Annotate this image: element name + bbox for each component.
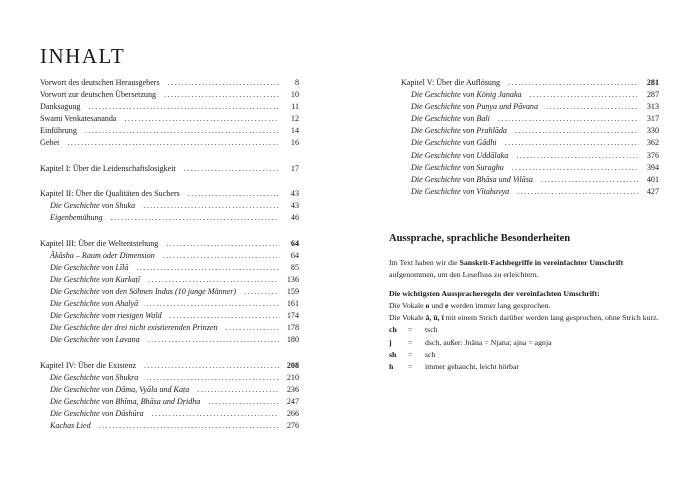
toc-subentry [40, 334, 299, 346]
toc-entry-title: Die Geschichte von Dāma, Vyāla und Kaṭa [50, 384, 190, 394]
toc-entry-title: Die Geschichte von Līlā [50, 262, 129, 272]
toc-subentry [40, 212, 299, 224]
rule-equals: = [408, 349, 413, 359]
dot-leader [188, 188, 279, 200]
toc-page-number: 394 [646, 162, 659, 172]
toc-page-number: 11 [291, 102, 299, 112]
dot-leader [546, 101, 639, 113]
toc-entry-title: Kachas Lied [50, 421, 91, 430]
toc-entry-title: Die Geschichte von Vītahavya [411, 186, 510, 196]
toc-entry [40, 101, 299, 113]
rule-symbol: j [389, 337, 392, 347]
dot-leader [166, 238, 279, 250]
toc-page-number: 17 [290, 163, 299, 173]
toc-entry-title: Kapitel V: Über die Auflösung [401, 78, 501, 87]
rule-symbol: ch [389, 325, 397, 335]
toc-page-number: 161 [286, 298, 299, 308]
vowel-rule-text: Die Vokale [389, 301, 426, 311]
toc-subentry [401, 101, 659, 113]
dot-leader [208, 396, 279, 408]
dot-leader [170, 310, 279, 322]
rule-equals: = [408, 337, 413, 347]
toc-entry-title: Die Geschichte der drei nicht existierenden Prinzen [50, 323, 218, 333]
toc-subentry [401, 162, 659, 174]
dot-leader [88, 101, 279, 113]
toc-page-number: 8 [294, 78, 299, 87]
toc-entry [40, 113, 299, 125]
toc-group [40, 163, 299, 175]
toc-subentry [40, 396, 299, 408]
toc-page-number: 10 [290, 90, 299, 100]
toc-page-number: 236 [286, 384, 299, 394]
dot-leader [148, 334, 279, 346]
toc-subentry [40, 262, 299, 274]
vowel-rule [389, 300, 665, 312]
long-vowel-rule [389, 312, 665, 324]
toc-page-number: 64 [290, 238, 299, 248]
toc-subentry [401, 113, 659, 125]
toc-entry-title: Die Geschichte von Bali [411, 114, 490, 124]
toc-page-number: 287 [646, 90, 659, 100]
toc-entry-title: Kapitel I: Über die Leidenschaftslosigkeit [40, 163, 176, 173]
toc-page-number: 247 [286, 396, 299, 406]
dot-leader [163, 250, 279, 262]
toc-subentry [401, 125, 659, 137]
toc-page-number: 376 [646, 150, 659, 160]
toc-subentry [40, 384, 299, 396]
toc-entry-title: Swami Venkatesananda [40, 114, 117, 124]
pronunciation-rule [389, 337, 665, 349]
pronunciation-body [389, 257, 665, 373]
toc-group [40, 360, 299, 433]
intro-text: Im Text haben wir die [389, 258, 460, 267]
vowel-e: e [445, 301, 449, 311]
long-vowels: ā, ū, ī [425, 313, 444, 323]
toc-page-number: 180 [286, 335, 299, 345]
rule-description: tsch [425, 325, 438, 335]
toc-page-number: 362 [646, 138, 659, 148]
toc-subentry [40, 310, 299, 322]
toc-entry-title: Gebet [40, 138, 60, 148]
toc-subentry [40, 274, 299, 286]
toc-page-number: 313 [646, 102, 659, 112]
toc-right-column [401, 77, 659, 211]
toc-entry [40, 137, 299, 149]
pronunciation-title: Aussprache, sprachliche Besonderheiten [389, 233, 571, 244]
dot-leader [517, 186, 639, 198]
toc-group [40, 188, 299, 224]
vowel-rule-conj: und [429, 301, 446, 311]
toc-entry-title: Die Geschichte von den Söhnen Indus (10 junge Männer) [50, 286, 237, 296]
toc-group [40, 238, 299, 347]
toc-entry [401, 77, 659, 89]
toc-entry-title: Die Geschichte von Uddālaka [411, 150, 509, 160]
toc-entry-title: Kapitel II: Über die Qualitäten des Suchers [40, 189, 180, 199]
dot-leader [136, 262, 279, 274]
toc-subentry [40, 250, 299, 262]
toc-subentry [40, 286, 299, 298]
toc-page-number: 85 [290, 262, 299, 272]
toc-entry-title: Eigenbemühung [50, 213, 103, 223]
toc-subentry [40, 372, 299, 384]
dot-leader [197, 384, 279, 396]
toc-entry-title: Kapitel III: Über die Weltentstehung [40, 238, 159, 248]
pronunciation-rules-list [389, 324, 665, 372]
toc-page-number: 12 [290, 114, 299, 124]
toc-page-number: 210 [286, 372, 299, 382]
vowel-o: o [425, 301, 430, 311]
pronunciation-rule [389, 324, 665, 336]
toc-subentry [401, 150, 659, 162]
toc-page-number: 64 [290, 250, 299, 260]
toc-entry [40, 360, 299, 372]
dot-leader [164, 89, 279, 101]
pronunciation-intro [389, 257, 665, 281]
toc-subentry [40, 322, 299, 334]
toc-subentry [401, 137, 659, 149]
toc-entry-title: Kapitel IV: Über die Existenz [40, 360, 137, 370]
dot-leader [498, 113, 639, 125]
toc-page-number: 317 [646, 114, 659, 124]
toc-page-number: 43 [290, 189, 299, 199]
dot-leader [148, 274, 279, 286]
toc-page-number: 174 [286, 311, 299, 321]
rule-description: immer gehaucht, leicht hörbar [425, 361, 519, 371]
toc-page-number: 43 [290, 201, 299, 211]
toc-subentry [401, 186, 659, 198]
dot-leader [168, 77, 279, 89]
rule-symbol: h [389, 361, 394, 371]
toc-page-number: 136 [286, 274, 299, 284]
dot-leader [512, 162, 639, 174]
dot-leader [99, 420, 279, 432]
dot-leader [152, 408, 279, 420]
toc-subentry [401, 89, 659, 101]
long-vowel-text: Die Vokale [389, 313, 426, 323]
toc-subentry [40, 298, 299, 310]
toc-entry [40, 238, 299, 250]
dot-leader [85, 125, 279, 137]
toc-entry-title: Einführung [40, 126, 77, 136]
rule-symbol: sh [389, 349, 397, 359]
rule-equals: = [408, 325, 413, 335]
dot-leader [516, 150, 639, 162]
toc-entry-title: Die Geschichte von Ahalyā [50, 298, 139, 308]
toc-page-number: 427 [646, 186, 659, 196]
toc-page-number: 159 [286, 286, 299, 296]
rules-heading [389, 288, 665, 300]
toc-entry-title: Die Geschichte vom riesigen Wald [50, 311, 162, 321]
long-vowel-end: mit einem Strich darüber werden lang gesprochen, ohne Strich kurz. [443, 313, 659, 323]
toc-entry-title: Die Geschichte von Gādhi [411, 138, 497, 148]
dot-leader [146, 372, 279, 384]
toc-entry [40, 125, 299, 137]
toc-subentry [401, 174, 659, 186]
dot-leader [515, 125, 639, 137]
dot-leader [244, 286, 279, 298]
rules-heading-text: Die wichtigsten Ausspracheregeln der vereinfachten Umschrift: [389, 289, 600, 299]
toc-left-column [40, 77, 299, 445]
toc-page-number: 16 [290, 138, 299, 148]
dot-leader [508, 77, 639, 89]
rule-description: dsch, außer: Jnāna = Njana; ajna = agnja [425, 337, 552, 347]
toc-page-number: 281 [646, 78, 659, 87]
toc-page-number: 46 [290, 213, 299, 223]
toc-page-number: 208 [286, 360, 299, 370]
contents-heading: INHALT [40, 44, 126, 68]
toc-page-number: 178 [286, 323, 299, 333]
toc-entry-title: Die Geschichte von Suraghu [411, 162, 504, 172]
dot-leader [143, 200, 279, 212]
rule-equals: = [408, 361, 413, 371]
toc-entry-title: Vorwort des deutschen Herausgebers [40, 78, 160, 87]
toc-entry-title: Die Geschichte von König Janaka [411, 90, 522, 100]
toc-entry-title: Danksagung [40, 102, 81, 112]
dot-leader [530, 89, 639, 101]
toc-entry-title: Die Geschichte von Shukra [50, 372, 139, 382]
vowel-rule-end: werden immer lang gesprochen. [448, 301, 551, 311]
toc-entry [40, 163, 299, 175]
dot-leader [111, 212, 279, 224]
toc-entry-title: Die Geschichte von Bhīma, Bhāsa und Dṛidha [50, 396, 201, 406]
dot-leader [184, 163, 279, 175]
toc-entry-title: Die Geschichte von Dāshūra [50, 408, 144, 418]
toc-subentry [40, 420, 299, 432]
dot-leader [125, 113, 280, 125]
toc-entry-title: Die Geschichte von Bhāsa und Vilāsa [411, 174, 533, 184]
dot-leader [146, 298, 279, 310]
toc-page-number: 14 [290, 126, 299, 136]
dot-leader [144, 360, 279, 372]
dot-leader [67, 137, 279, 149]
toc-entry [40, 77, 299, 89]
toc-entry-title: Die Geschichte von Prahlāda [411, 126, 507, 136]
toc-entry-title: Ākāsha – Raum oder Dimension [50, 250, 155, 260]
pronunciation-rule [389, 361, 665, 373]
toc-entry-title: Die Geschichte von Lavana [50, 335, 140, 345]
toc-subentry [40, 200, 299, 212]
toc-entry-title: Die Geschichte von Karkaṭī [50, 274, 141, 284]
intro-emphasis: Sanskrit-Fachbegriffe in vereinfachter Umschrift [459, 258, 624, 267]
toc-entry [40, 89, 299, 101]
toc-entry-title: Vorwort zur deutschen Übersetzung [40, 90, 157, 100]
rule-description: sch [425, 349, 436, 359]
toc-group [40, 77, 299, 150]
toc-subentry [40, 408, 299, 420]
pronunciation-rule [389, 349, 665, 361]
toc-page-number: 266 [286, 408, 299, 418]
toc-entry [40, 188, 299, 200]
dot-leader [226, 322, 279, 334]
dot-leader [505, 137, 639, 149]
toc-entry-title: Die Geschichte von Puṇya und Pāvana [411, 102, 538, 112]
toc-group [401, 77, 659, 198]
intro-text-end: aufgenommen, um den Lesefluss zu erleichtern. [389, 270, 539, 280]
toc-page-number: 401 [646, 174, 659, 184]
toc-page-number: 330 [646, 126, 659, 136]
toc-entry-title: Die Geschichte von Shuka [50, 201, 136, 211]
dot-leader [541, 174, 639, 186]
toc-page-number: 276 [286, 421, 299, 430]
